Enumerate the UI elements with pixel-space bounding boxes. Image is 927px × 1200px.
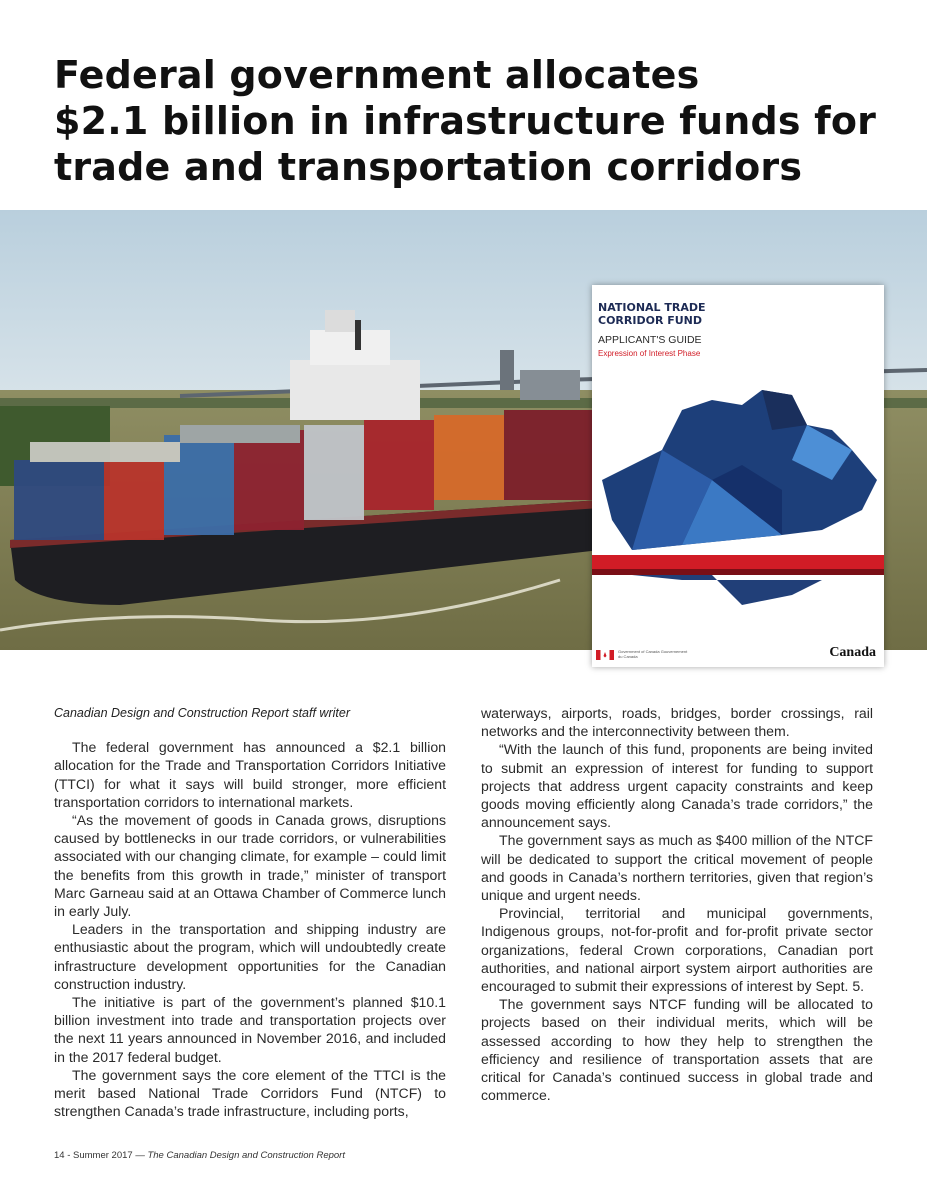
footer-separator: — xyxy=(135,1150,145,1161)
article-paragraph: The government says as much as $400 million of the NTCF will be dedicated to support the critical movement of people and goods in Canada’s northern territories, given that region’s unique and urgent needs. xyxy=(481,832,873,904)
article-column-left xyxy=(54,704,446,1120)
guide-government-signature: Government of Canada Gouvernement du Canada xyxy=(618,649,688,659)
page-number: 14 - Summer 2017 xyxy=(54,1150,133,1161)
headline-line-2: $2.1 billion in infrastructure funds for xyxy=(54,99,877,143)
article-paragraph: “With the launch of this fund, proponents are being invited to submit an expression of interest for funding to support projects that address urgent capacity constraints and keep goods moving efficiently along Canada’s trade corridors,” the announcement says. xyxy=(481,741,873,831)
article-paragraph: The federal government has announced a $2.1 billion allocation for the Trade and Transportation Corridors Initiative (TTCI) for what it says will build stronger, more efficient transportation corridors to international markets. xyxy=(54,739,446,810)
canada-map-icon xyxy=(592,370,884,635)
guide-title: NATIONAL TRADE CORRIDOR FUND xyxy=(598,301,706,327)
guide-phase: Expression of Interest Phase xyxy=(598,349,701,358)
article-paragraph: The government says NTCF funding will be allocated to projects based on their individual merits, which will be assessed according to how they help to strengthen the efficiency and resilience of transportation assets that are critical for Canada’s continued success in global trade and commerce. xyxy=(481,996,873,1104)
publication-name: The Canadian Design and Construction Report xyxy=(147,1150,345,1161)
page-footer xyxy=(54,1150,345,1161)
canada-wordmark: Canada xyxy=(829,645,876,660)
headline-line-3: trade and transportation corridors xyxy=(54,145,803,189)
article-paragraph: Provincial, territorial and municipal governments, Indigenous groups, not-for-profit and for-profit private sector organizations, federal Crown corporations, Canadian port authorities, and national airport system airport authorities are encouraged to submit their expressions of interest by Sept. 5. xyxy=(481,905,873,995)
applicants-guide-cover xyxy=(592,285,884,667)
guide-subtitle: APPLICANT'S GUIDE xyxy=(598,334,702,346)
article-paragraph-continuation: waterways, airports, roads, bridges, border crossings, rail networks and the interconnectivity between them. xyxy=(481,705,873,740)
article-paragraph: Leaders in the transportation and shipping industry are enthusiastic about the program, which will undoubtedly create infrastructure development opportunities for the Canadian construction industry. xyxy=(54,921,446,992)
article-paragraph: “As the movement of goods in Canada grows, disruptions caused by bottlenecks in our trade corridors, or vulnerabilities associated with our changing climate, for example – could limit the benefits from this growth in trade,” minister of transport Marc Garneau said at an Ottawa Chamber of Commerce lunch in early July. xyxy=(54,812,446,920)
canada-flag-icon xyxy=(596,650,614,660)
article-paragraph: The government says the core element of the TTCI is the merit based National Trade Corridors Fund (NTCF) to strengthen Canada’s trade infrastructure, including ports, xyxy=(54,1066,446,1120)
byline: Canadian Design and Construction Report staff writer xyxy=(54,706,350,720)
headline-line-1: Federal government allocates xyxy=(54,53,700,97)
article-paragraph: The initiative is part of the government’s planned $10.1 billion investment into trade and transportation projects over the next 11 years announced in November 2016, and included in the 2017 federal budget. xyxy=(54,994,446,1065)
headline xyxy=(54,52,904,190)
article-column-right xyxy=(481,704,873,1104)
